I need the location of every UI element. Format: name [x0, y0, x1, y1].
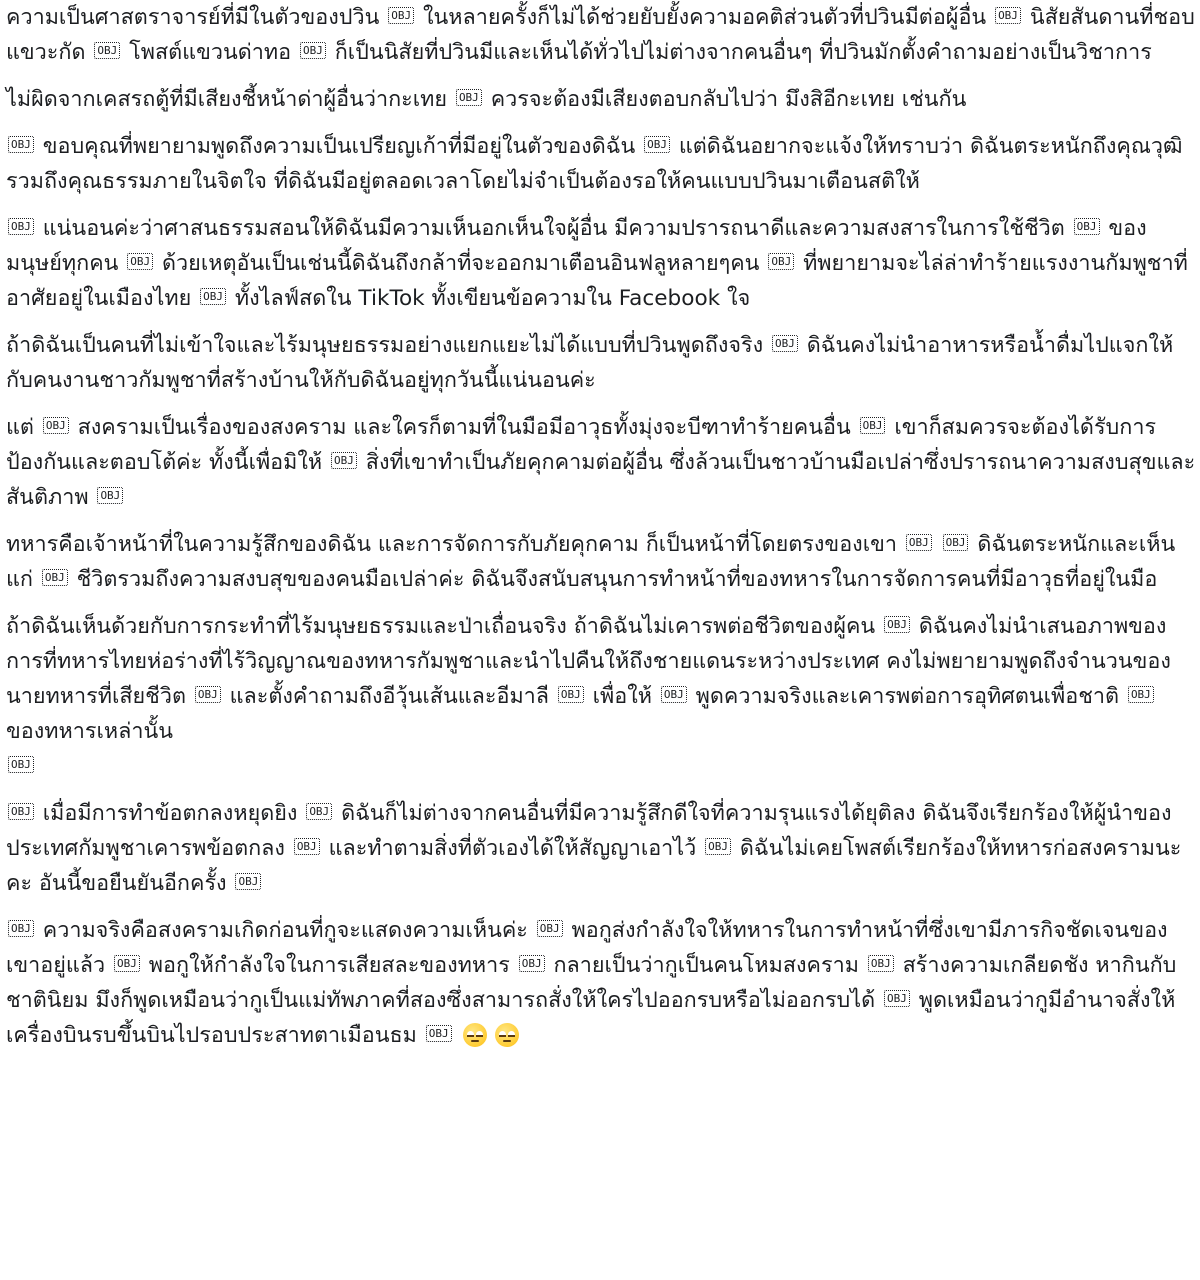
paragraph-text: พูดเหมือนว่ากูมีอำนาจสั่งให้เครื่องบินรบขึ้นบินไปรอบประสาทตาเมือนธม — [6, 988, 1176, 1048]
obj-replacement-icon: OBJ — [43, 417, 69, 434]
eye-roll-emoji-icon — [495, 1023, 519, 1047]
paragraph-text: ด้วยเหตุอันเป็นเช่นนี้ดิฉันถึงกล้าที่จะออกมาเตือนอินฟลูหลายๆคน — [162, 251, 760, 276]
paragraph-text: ควรจะต้องมีเสียงตอบกลับไปว่า มึงสิอีกะเทย เช่นกัน — [490, 87, 967, 112]
paragraph — [6, 913, 1196, 1053]
paragraph-text: ดิฉันคงไม่นำอาหารหรือน้ำดื่มไปแจกให้กับคนงานชาวกัมพูชาที่สร้างบ้านให้กับดิฉันอยู่ทุกวันนี้แน่นอนค่ะ — [6, 333, 1174, 393]
paragraph-text: พอกูส่งกำลังใจให้ทหารในการทำหน้าที่ซึ่งเขามีภารกิจชัดเจนของเขาอยู่แล้ว — [6, 918, 1168, 978]
obj-replacement-icon: OBJ — [868, 955, 894, 972]
paragraph-text: นิสัยสันดานที่ชอบแขวะกัด — [6, 5, 1195, 65]
obj-replacement-icon: OBJ — [114, 955, 140, 972]
paragraph — [6, 0, 1196, 70]
paragraph — [6, 82, 1196, 117]
paragraph-text: ถ้าดิฉันเห็นด้วยกับการกระทำที่ไร้มนุษยธรรมและป่าเถื่อนจริง ถ้าดิฉันไม่เคารพต่อชีวิตของผู้คน — [6, 614, 876, 639]
paragraph-text: พอกูให้กำลังใจในการเสียสละของทหาร — [148, 953, 510, 978]
paragraph-text: ของทหารเหล่านั้น — [6, 719, 173, 744]
obj-replacement-icon: OBJ — [8, 803, 34, 820]
obj-replacement-icon: OBJ — [558, 686, 584, 703]
paragraph-text: ดิฉันตระหนักและเห็นแก่ — [6, 532, 1176, 592]
paragraph-text: ก็เป็นนิสัยที่ปวินมีและเห็นได้ทั่วไปไม่ต่างจากคนอื่นๆ ที่ปวินมักตั้งคำถามอย่างเป็นวิชาการ — [334, 40, 1152, 65]
paragraph-text: แต่ดิฉันอยากจะแจ้งให้ทราบว่า ดิฉันตระหนักถึงคุณวุฒิ รวมถึงคุณธรรมภายในจิตใจ ที่ดิฉันมีอยู่ตลอดเวลาโดยไม่จำเป็นต้องรอให้คนแบบปวินมาเตือนสติให้ — [6, 134, 1183, 194]
obj-replacement-icon: OBJ — [294, 838, 320, 855]
obj-replacement-icon: OBJ — [943, 534, 969, 551]
paragraph-text: สงครามเป็นเรื่องของสงคราม และใครก็ตามที่ในมือมีอาวุธทั้งมุ่งจะบีฑาทำร้ายคนอื่น — [77, 415, 851, 440]
paragraph-text: ถ้าดิฉันเป็นคนที่ไม่เข้าใจและไร้มนุษยธรรมอย่างแยกแยะไม่ได้แบบที่ปวินพูดถึงจริง — [6, 333, 764, 358]
obj-replacement-icon: OBJ — [195, 686, 221, 703]
paragraph — [6, 328, 1196, 398]
obj-replacement-icon: OBJ — [331, 452, 357, 469]
obj-replacement-icon: OBJ — [306, 803, 332, 820]
paragraph-text: กลายเป็นว่ากูเป็นคนโหมสงคราม — [553, 953, 859, 978]
obj-replacement-icon: OBJ — [768, 253, 794, 270]
paragraph-text: สร้างความเกลียดชัง หากินกับชาตินิยม มึงก็พูดเหมือนว่ากูเป็นแม่ทัพภาคที่สองซึ่งสามารถสั่งให้ใครไปออกรบหรือไม่ออกรบได้ — [6, 953, 1177, 1013]
obj-replacement-icon: OBJ — [860, 417, 886, 434]
obj-replacement-icon: OBJ — [1128, 686, 1154, 703]
obj-replacement-icon: OBJ — [537, 920, 563, 937]
paragraph-text: ขอบคุณที่พยายามพูดถึงความเป็นเปรียญเก้าที่มีอยู่ในตัวของดิฉัน — [42, 134, 636, 159]
obj-replacement-icon: OBJ — [200, 288, 226, 305]
paragraph-text: ชีวิตรวมถึงความสงบสุขของคนมือเปล่าค่ะ ดิฉันจึงสนับสนุนการทำหน้าที่ของทหารในการจัดการคนที่มีอาวุธที่อยู่ในมือ — [76, 567, 1158, 592]
paragraph-text: ความจริงคือสงครามเกิดก่อนที่กูจะแสดงความเห็นค่ะ — [42, 918, 528, 943]
paragraph — [6, 129, 1196, 199]
paragraph-text: เพื่อให้ — [592, 684, 653, 709]
paragraph-text: ของมนุษย์ทุกคน — [6, 216, 1147, 276]
obj-replacement-icon: OBJ — [235, 873, 261, 890]
paragraph — [6, 609, 1196, 784]
paragraph-text: ที่พยายามจะไล่ล่าทำร้ายแรงงานกัมพูชาที่อาศัยอยู่ในเมืองไทย — [6, 251, 1188, 311]
paragraph-text: และทำตามสิ่งที่ตัวเองได้ให้สัญญาเอาไว้ — [328, 836, 697, 861]
obj-replacement-icon: OBJ — [644, 136, 670, 153]
paragraph-text: ในหลายครั้งก็ไม่ได้ช่วยยับยั้งความอคติส่วนตัวที่ปวินมีต่อผู้อื่น — [422, 5, 987, 30]
paragraph-text: แต่ — [6, 415, 34, 440]
obj-replacement-icon: OBJ — [8, 136, 34, 153]
obj-replacement-icon: OBJ — [8, 920, 34, 937]
obj-replacement-icon: OBJ — [906, 534, 932, 551]
obj-replacement-icon: OBJ — [705, 838, 731, 855]
obj-replacement-icon: OBJ — [1074, 218, 1100, 235]
obj-replacement-icon: OBJ — [426, 1025, 452, 1042]
paragraph-text: ดิฉันไม่เคยโพสต์เรียกร้องให้ทหารก่อสงครามนะคะ อันนี้ขอยืนยันอีกครั้ง — [6, 836, 1182, 896]
paragraph — [6, 796, 1196, 901]
paragraph-text: ดิฉันคงไม่นำเสนอภาพของการที่ทหารไทยห่อร่างที่ไร้วิญญาณของทหารกัมพูชาและนำไปคืนให้ถึงชายแดนระหว่างประเทศ คงไม่พยายามพูดถึงจำนวนของนายทหารที่เสียชีวิต — [6, 614, 1171, 709]
paragraph-text: พูดความจริงและเคารพต่อการอุทิศตนเพื่อชาติ — [695, 684, 1120, 709]
obj-replacement-icon: OBJ — [884, 990, 910, 1007]
paragraph — [6, 527, 1196, 597]
paragraph-text: เขาก็สมควรจะต้องได้รับการป้องกันและตอบโต้ค่ะ ทั้งนี้เพื่อมิให้ — [6, 415, 1157, 475]
obj-replacement-icon: OBJ — [388, 7, 414, 24]
obj-replacement-icon: OBJ — [97, 487, 123, 504]
paragraph-text: และตั้งคำถามถึงอีวุ้นเส้นและอีมาลี — [229, 684, 550, 709]
paragraph-text: ไม่ผิดจากเคสรถตู้ที่มีเสียงชี้หน้าด่าผู้อื่นว่ากะเทย — [6, 87, 448, 112]
obj-replacement-icon: OBJ — [661, 686, 687, 703]
obj-replacement-icon: OBJ — [884, 616, 910, 633]
paragraph-text: ความเป็นศาสตราจารย์ที่มีในตัวของปวิน — [6, 5, 380, 30]
paragraph — [6, 211, 1196, 316]
paragraph — [6, 410, 1196, 515]
paragraph-text: แน่นอนค่ะว่าศาสนธรรมสอนให้ดิฉันมีความเห็นอกเห็นใจผู้อื่น มีความปรารถนาดีและความสงสารในการใช้ชีวิต — [42, 216, 1065, 241]
obj-replacement-icon: OBJ — [995, 7, 1021, 24]
paragraph-text: สิ่งที่เขาทำเป็นภัยคุกคามต่อผู้อื่น ซึ่งล้วนเป็นชาวบ้านมือเปล่าซึ่งปรารถนาความสงบสุขและสันติภาพ — [6, 450, 1196, 510]
obj-replacement-icon: OBJ — [519, 955, 545, 972]
paragraph-text: เมื่อมีการทำข้อตกลงหยุดยิง — [42, 801, 298, 826]
obj-replacement-icon: OBJ — [8, 756, 34, 773]
paragraph-text: ดิฉันก็ไม่ต่างจากคนอื่นที่มีความรู้สึกดีใจที่ความรุนแรงได้ยุติลง ดิฉันจึงเรียกร้องให้ผู้นำของประเทศกัมพูชาเคารพข้อตกลง — [6, 801, 1172, 861]
obj-replacement-icon: OBJ — [456, 89, 482, 106]
obj-replacement-icon: OBJ — [94, 42, 120, 59]
obj-replacement-icon: OBJ — [42, 569, 68, 586]
paragraph-text: โพสต์แขวนด่าทอ — [129, 40, 292, 65]
obj-replacement-icon: OBJ — [8, 218, 34, 235]
obj-replacement-icon: OBJ — [300, 42, 326, 59]
obj-replacement-icon: OBJ — [127, 253, 153, 270]
obj-replacement-icon: OBJ — [772, 335, 798, 352]
paragraph-text: ทหารคือเจ้าหน้าที่ในความรู้สึกของดิฉัน และการจัดการกับภัยคุกคาม ก็เป็นหน้าที่โดยตรงของเขา — [6, 532, 897, 557]
eye-roll-emoji-icon — [463, 1023, 487, 1047]
paragraph-text: ทั้งไลฟ์สดใน TikTok ทั้งเขียนข้อความใน Facebook ใจ — [234, 286, 751, 311]
